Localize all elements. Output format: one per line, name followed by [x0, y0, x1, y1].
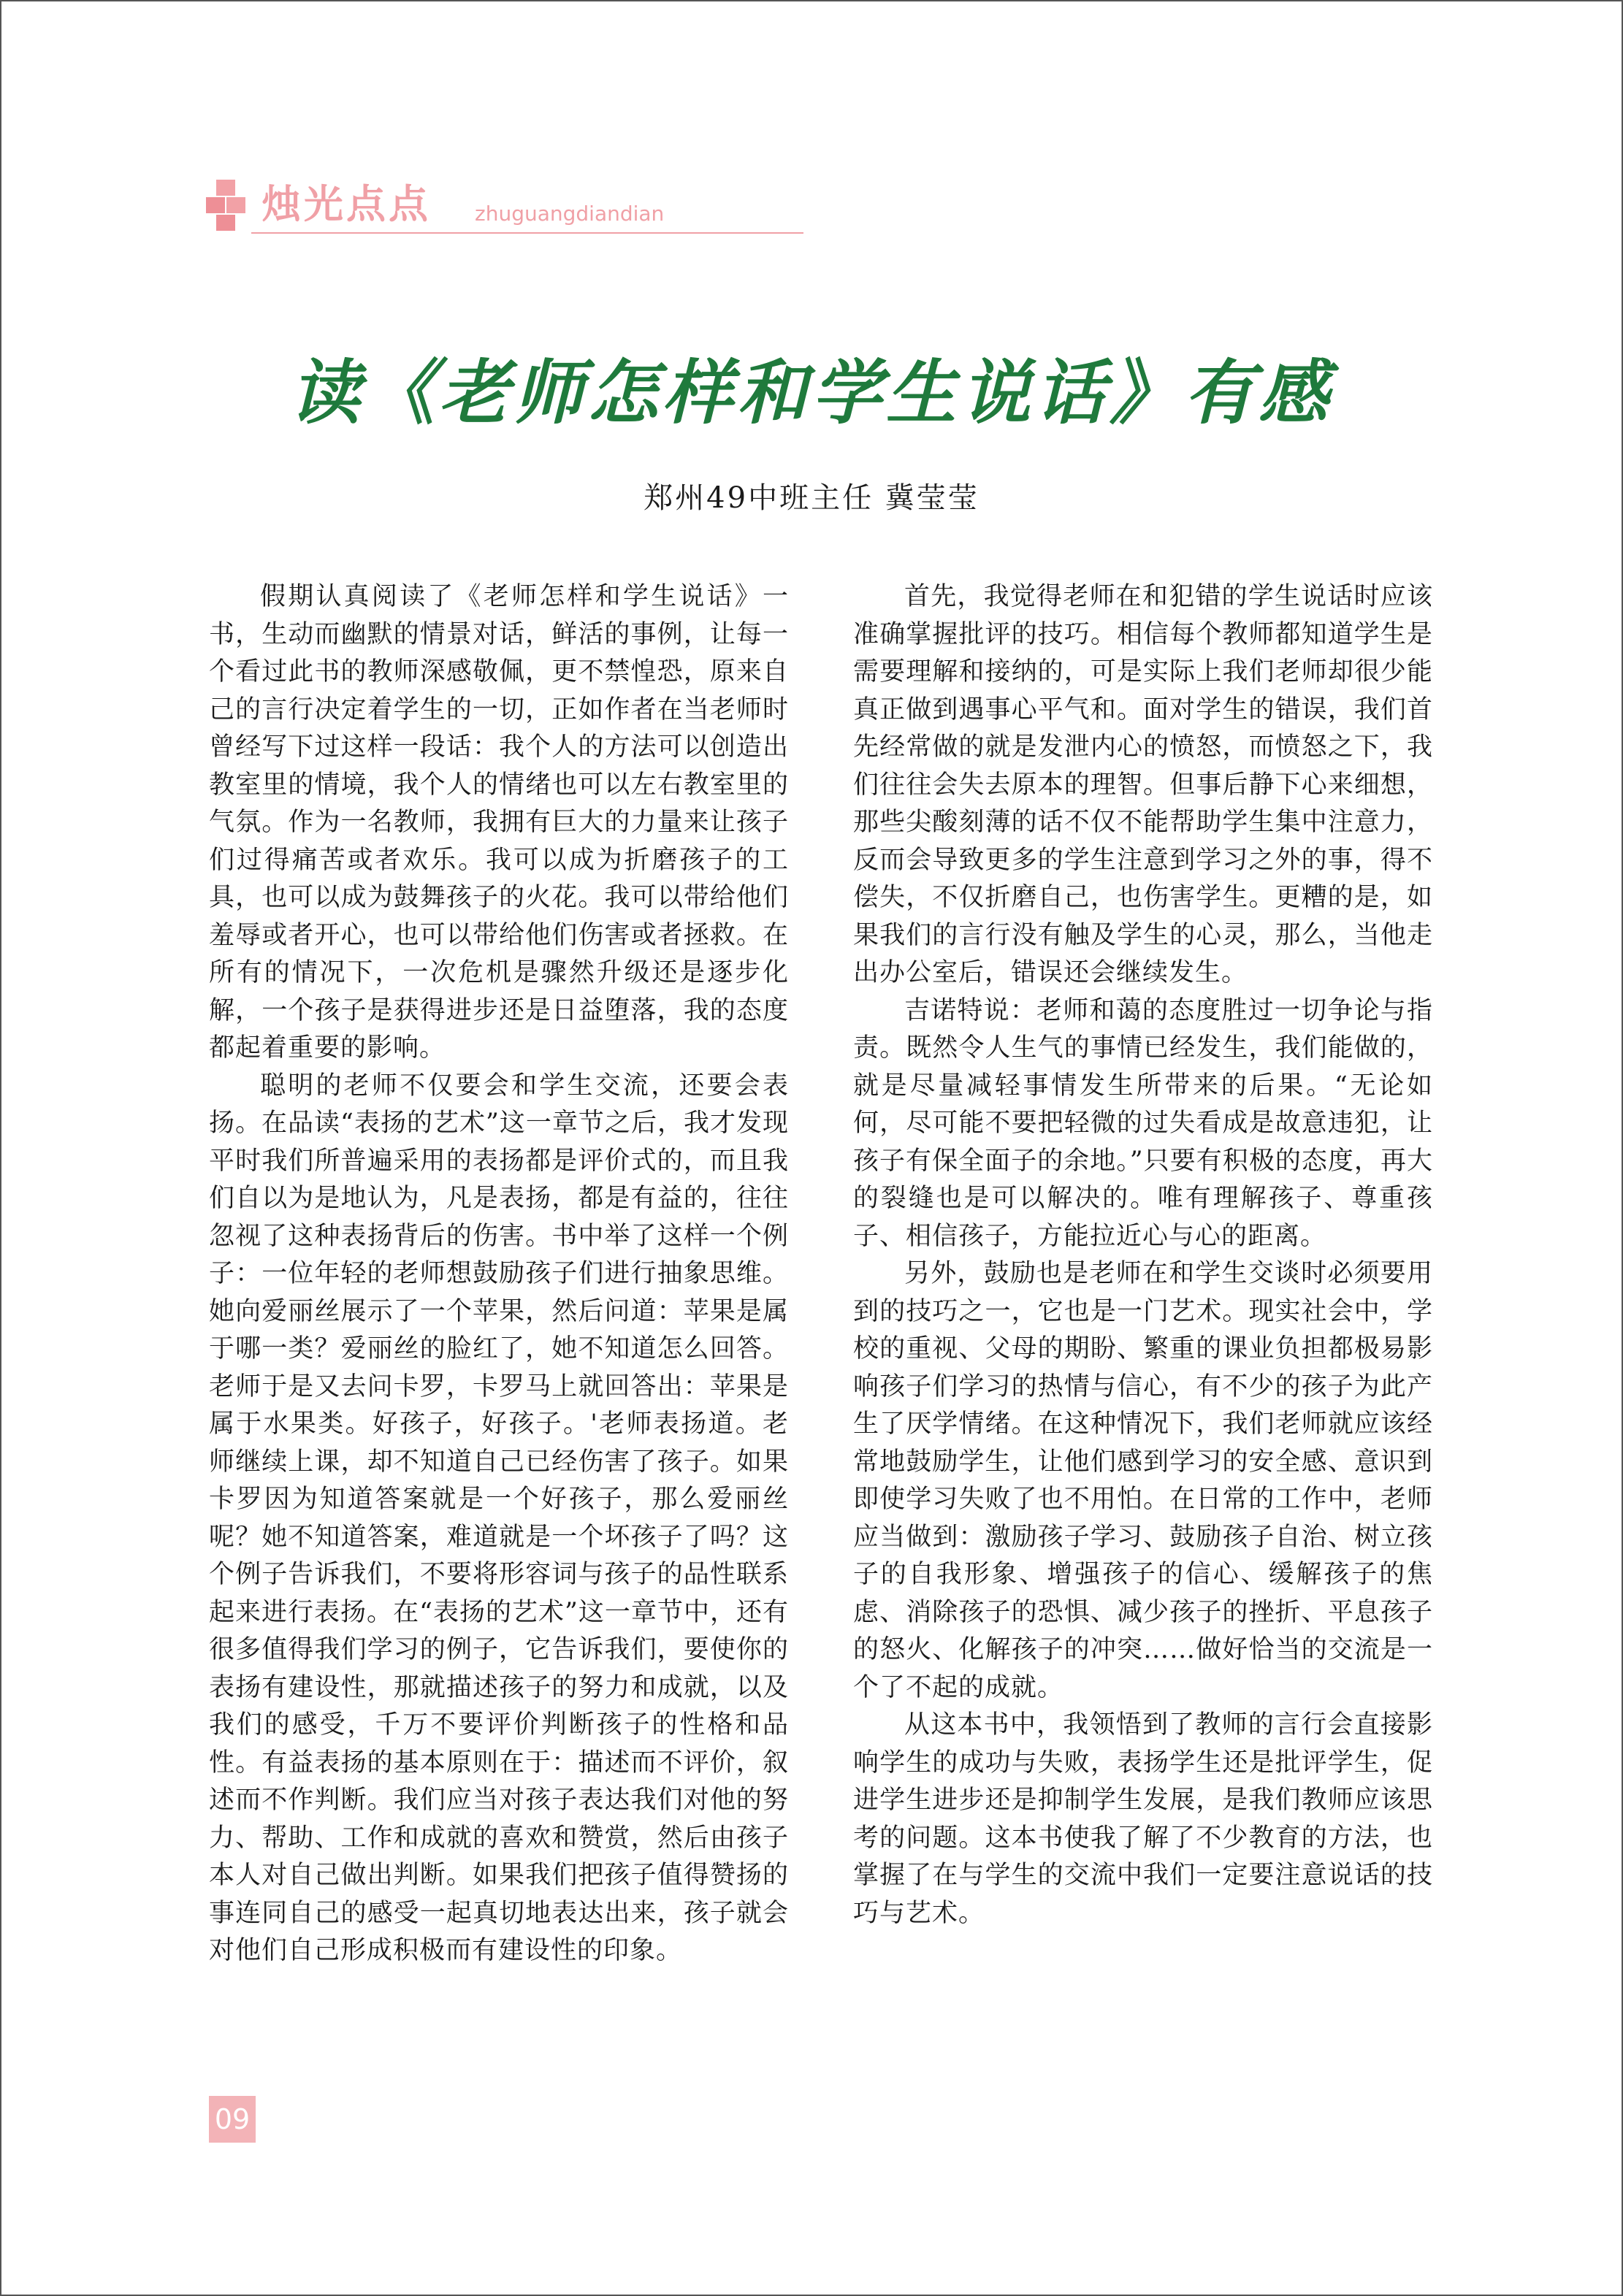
left-column	[209, 578, 789, 1970]
section-pinyin: zhuguangdiandian	[475, 202, 665, 226]
paragraph: 聪明的老师不仅要会和学生交流，还要会表扬。在品读“表扬的艺术”这一章节之后，我才发现平时我们所普遍采用的表扬都是评价式的，而且我们自以为是地认为，凡是表扬，都是有益的，往往忽视了这种表扬背后的伤害。书中举了这样一个例子：一位年轻的老师想鼓励孩子们进行抽象思维。她向爱丽丝展示了一个苹果，然后问道：苹果是属于哪一类？爱丽丝的脸红了，她不知道怎么回答。老师于是又去问卡罗，卡罗马上就回答出：苹果是属于水果类。好孩子，好孩子。'老师表扬道。老师继续上课，却不知道自己已经伤害了孩子。如果卡罗因为知道答案就是一个好孩子，那么爱丽丝呢？她不知道答案，难道就是一个坏孩子了吗？这个例子告诉我们，不要将形容词与孩子的品性联系起来进行表扬。在“表扬的艺术”这一章节中，还有很多值得我们学习的例子，它告诉我们，要使你的表扬有建设性，那就描述孩子的努力和成就，以及我们的感受，千万不要评价判断孩子的性格和品性。有益表扬的基本原则在于：描述而不评价，叙述而不作判断。我们应当对孩子表达我们对他的努力、帮助、工作和成就的喜欢和赞赏，然后由孩子本人对自己做出判断。如果我们把孩子值得赞扬的事连同自己的感受一起真切地表达出来，孩子就会对他们自己形成积极而有建设性的印象。	[209, 1071, 789, 1965]
paragraph: 另外，鼓励也是老师在和学生交谈时必须要用到的技巧之一，它也是一门艺术。现实社会中，学校的重视、父母的期盼、繁重的课业负担都极易影响孩子们学习的热情与信心，有不少的孩子为此产生了厌学情绪。在这种情况下，我们老师就应该经常地鼓励学生，让他们感到学习的安全感、意识到即使学习失败了也不用怕。在日常的工作中，老师应当做到：激励孩子学习、鼓励孩子自治、树立孩子的自我形象、增强孩子的信心、缓解孩子的焦虑、消除孩子的恐惧、减少孩子的挫折、平息孩子的怒火、化解孩子的冲突……做好恰当的交流是一个了不起的成就。	[853, 1259, 1433, 1702]
paragraph: 吉诺特说：老师和蔼的态度胜过一切争论与指责。既然令人生气的事情已经发生，我们能做的，就是尽量减轻事情发生所带来的后果。“无论如何，尽可能不要把轻微的过失看成是故意违犯，让孩子有保全面子的余地。”只要有积极的态度，再大的裂缝也是可以解决的。唯有理解孩子、尊重孩子、相信孩子，方能拉近心与心的距离。	[853, 995, 1433, 1251]
section-logo-icon	[206, 180, 247, 232]
article-author: 郑州49中班主任 冀莹莹	[644, 481, 979, 515]
section-divider	[251, 232, 803, 234]
section-header	[206, 180, 805, 235]
paragraph: 首先，我觉得老师在和犯错的学生说话时应该准确掌握批评的技巧。相信每个教师都知道学生是需要理解和接纳的，可是实际上我们老师却很少能真正做到遇事心平气和。面对学生的错误，我们首先经常做的就是发泄内心的愤怒，而愤怒之下，我们往往会失去原本的理智。但事后静下心来细想，那些尖酸刻薄的话不仅不能帮助学生集中注意力，反而会导致更多的学生注意到学习之外的事，得不偿失，不仅折磨自己，也伤害学生。更糟的是，如果我们的言行没有触及学生的心灵，那么，当他走出办公室后，错误还会继续发生。	[853, 582, 1433, 987]
section-title: 烛光点点	[261, 181, 431, 227]
page-number: 09	[209, 2096, 256, 2143]
paragraph: 假期认真阅读了《老师怎样和学生说话》一书，生动而幽默的情景对话，鲜活的事例，让每一个看过此书的教师深感敬佩，更不禁惶恐，原来自己的言行决定着学生的一切，正如作者在当老师时曾经写下过这样一段话：我个人的方法可以创造出教室里的情境，我个人的情绪也可以左右教室里的气氛。作为一名教师，我拥有巨大的力量来让孩子们过得痛苦或者欢乐。我可以成为折磨孩子的工具，也可以成为鼓舞孩子的火花。我可以带给他们羞辱或者开心，也可以带给他们伤害或者拯救。在所有的情况下，一次危机是骤然升级还是逐步化解，一个孩子是获得进步还是日益堕落，我的态度都起着重要的影响。	[209, 582, 789, 1063]
article-title: 读《老师怎样和学生说话》有感	[290, 351, 1333, 434]
paragraph: 从这本书中，我领悟到了教师的言行会直接影响学生的成功与失败，表扬学生还是批评学生，促进学生进步还是抑制学生发展，是我们教师应该思考的问题。这本书使我了解了不少教育的方法，也掌握了在与学生的交流中我们一定要注意说话的技巧与艺术。	[853, 1710, 1433, 1928]
right-column	[853, 578, 1433, 1932]
